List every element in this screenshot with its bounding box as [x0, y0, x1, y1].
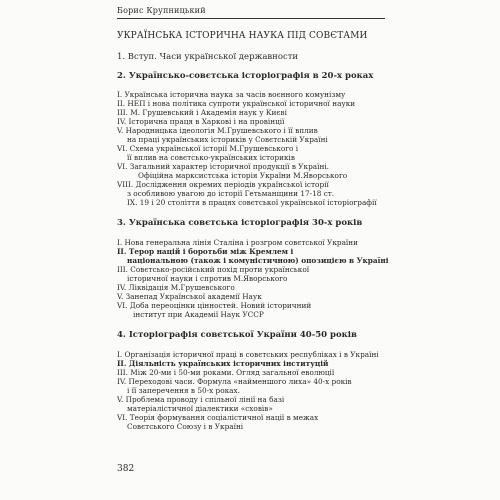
- list-item: з особливою увагою до історії Гетьманщини 17-18 ст.: [127, 189, 335, 198]
- list-item: IV. Переходові часи. Формула «найменшого лиха» 40-х років: [117, 377, 352, 386]
- running-head: Борис Крупницький: [117, 6, 206, 15]
- list-item: на праці українських істориків у Совєтській Україні: [127, 135, 328, 144]
- list-item: I. Організація історичної праці в совєтських республіках і в Україні: [117, 350, 379, 359]
- list-item: II. Діяльність українських історичних інституцій: [117, 359, 329, 368]
- list-item: її вплив на совєтсько-українських істориків: [127, 153, 295, 162]
- section-2-heading: 2. Українсько-совєтська історіографія в 20-х роках: [117, 71, 374, 81]
- list-item: матеріалістичної діалектики «сховів»: [127, 404, 273, 413]
- list-item: V. Народницька ідеологія М.Грушевського і її вплив: [117, 126, 318, 135]
- list-item: III. Совєтсько-російський похід проти української: [117, 265, 310, 274]
- list-item: історичної науки і спротив М.Яворського: [127, 274, 288, 283]
- list-item: Совєтського Союзу і в Україні: [127, 422, 244, 431]
- page-number: 382: [117, 464, 135, 474]
- list-item: V. Проблема проводу і спільної лінії на базі: [117, 395, 285, 404]
- list-item: IV. Ліквідація М.Грушевського: [117, 283, 235, 292]
- list-item: III. М. Грушевський і Академія наук у Києві: [117, 108, 287, 117]
- list-item: III. Між 20-ми і 50-ми роками. Огляд загальної еволюції: [117, 368, 335, 377]
- list-item: II. Терор націй і боротьби між Кремлем і: [117, 247, 294, 256]
- list-item: IV. Історична праця в Харкові і на провінції: [117, 117, 285, 126]
- list-item: VI. Доба переоцінки цінностей. Новий історичний: [117, 301, 312, 310]
- section-3-heading: 3. Українська совєтська історіографія 30-х років: [117, 218, 363, 228]
- list-item: IX. 19 і 20 століття в працях совєтської української історіографії: [127, 198, 377, 207]
- list-item: I. Українська історична наука за часів воєнного комунізму: [117, 90, 346, 99]
- list-item: національною (також і комуністичною) опозицією в Україні: [127, 256, 389, 265]
- list-item: VI. Загальний характер історичної продукції в Україні.: [117, 162, 329, 171]
- list-item: і її заперечення в 50-х роках.: [127, 386, 240, 395]
- list-item: VI. Теорія формування соціалістичної нації в межах: [117, 413, 319, 422]
- list-item: VI. Схема української історії М.Грушевського і: [117, 144, 299, 153]
- section-4-heading: 4. Історіографія совєтської України 40-50 років: [117, 330, 357, 340]
- header-rule: [117, 18, 385, 19]
- page-title: УКРАЇНСЬКА ІСТОРИЧНА НАУКА ПІД СОВЄТАМИ: [117, 31, 368, 41]
- list-item: V. Занепад Української академії Наук: [117, 292, 262, 301]
- list-item: Офіційна марксистська історія України М.Яворського: [138, 171, 348, 180]
- list-item: II. НЕП і нова політика супроти української історичної науки: [117, 99, 356, 108]
- list-item: інститут при Академії Наук УССР: [133, 310, 264, 319]
- section-1-heading: 1. Вступ. Часи української державности: [117, 52, 299, 62]
- list-item: VIII. Дослідження окремих періодів української історії: [117, 180, 329, 189]
- list-item: І. Нова генеральна лінія Сталіна і розгром совєтської України: [117, 238, 358, 247]
